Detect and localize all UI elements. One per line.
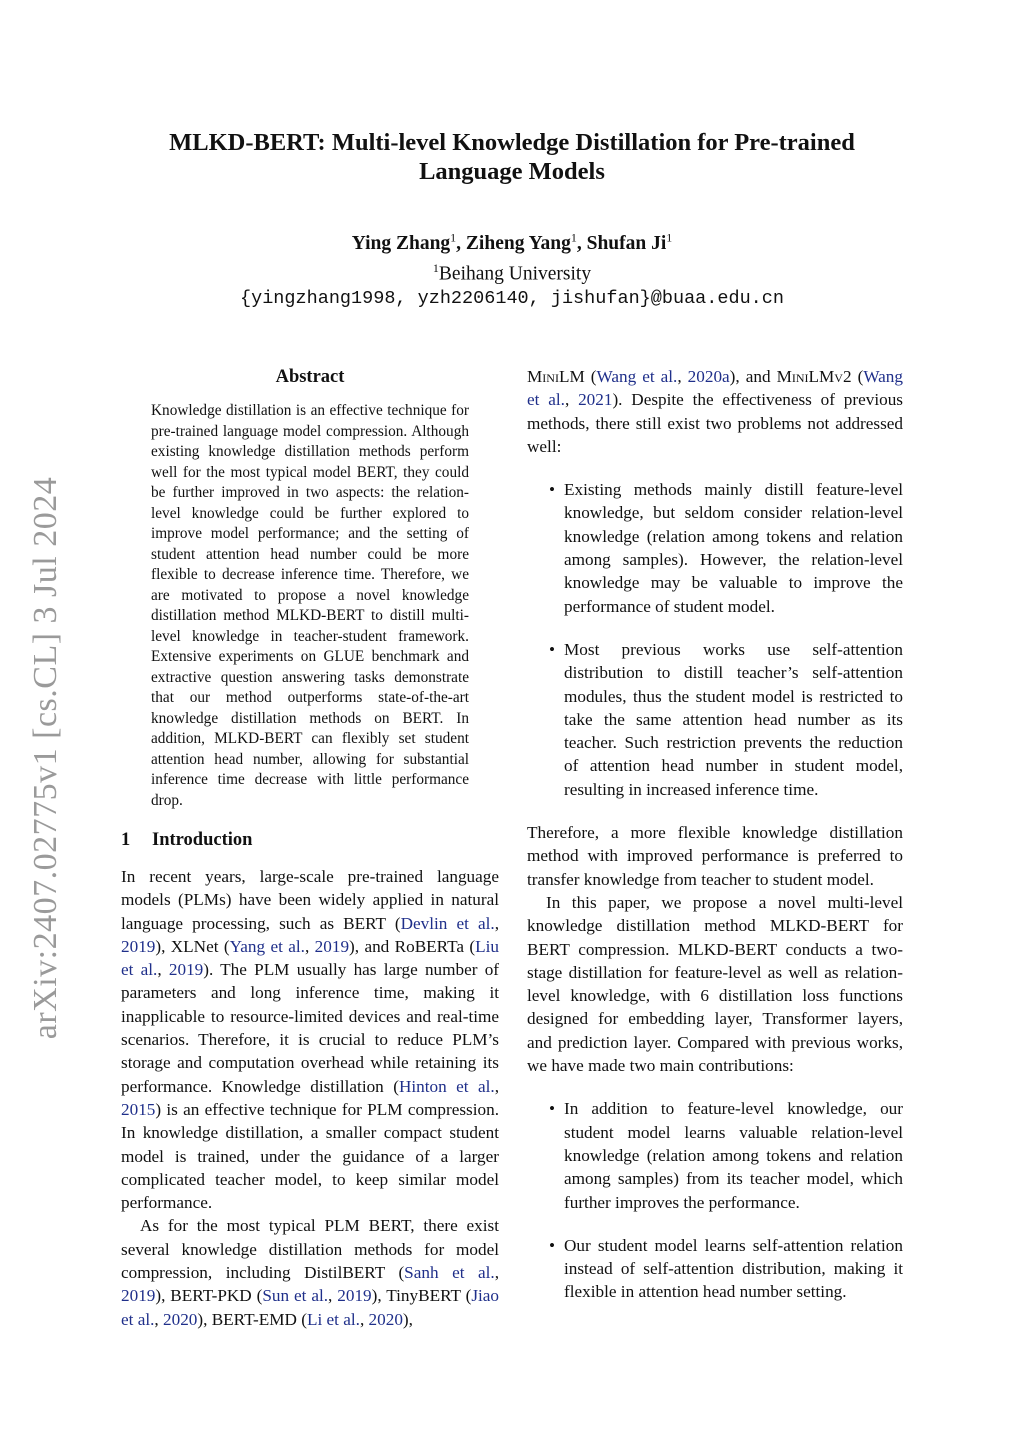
title-line-2: Language Models	[419, 158, 605, 185]
text-run: ),	[402, 1309, 413, 1329]
text-run: ), and RoBERTa (	[349, 936, 476, 956]
method-name: MiniLMv2	[776, 367, 852, 386]
text-run: ). Despite the effectiveness of previous methods, there still exist two problems not addressed well:	[527, 390, 903, 456]
text-run: In recent years, large-scale pre-trained language models (PLMs) have been widely applied in natural language processing, such as BERT (	[121, 867, 499, 933]
citation-link[interactable]: Yang et al.	[229, 936, 305, 956]
citation-link[interactable]: Li et al.	[306, 1309, 360, 1329]
section-title: Introduction	[152, 830, 253, 850]
intro-paragraph-2-continued	[527, 365, 903, 458]
text-run: ,	[359, 1309, 369, 1329]
affiliation-marker: 1	[450, 230, 457, 244]
paper-title	[110, 128, 914, 186]
text-run: ,	[154, 1309, 163, 1329]
affiliation-marker: 1	[432, 260, 439, 275]
text-run: (	[851, 367, 864, 386]
author: Ziheng Yang$^1$,	[465, 230, 587, 254]
author-emails: {yingzhang1998, yzh2206140, jishufan}@buaa.edu.cn	[240, 288, 784, 309]
citation-link[interactable]: Liu et al.	[121, 936, 499, 980]
author-name: Ying Zhang	[351, 232, 451, 254]
text-run: ), TinyBERT (	[371, 1286, 472, 1306]
citation-link[interactable]: 2015	[121, 1099, 156, 1119]
paper-header	[110, 128, 914, 312]
affiliation-marker: 1	[666, 230, 673, 244]
author: Ying Zhang$^1$,	[351, 230, 466, 254]
citation-link[interactable]: Sanh et al.	[404, 1263, 495, 1283]
text-run: ). The PLM usually has large number of parameters and long inference time, making it inapplicable to resource-limited devices and real-time scenarios. Therefore, it is crucial to reduce PLM’s storage and computation overhead while retaining its performance. Knowledge distillation (	[121, 960, 500, 1096]
citation-link[interactable]: 2020	[368, 1309, 403, 1329]
citation-link[interactable]: 2019	[314, 936, 350, 956]
citation-link[interactable]: 2019	[168, 960, 204, 980]
citation-link[interactable]: Hinton et al.	[398, 1076, 495, 1096]
abstract-heading: Abstract	[275, 367, 345, 387]
intro-paragraph-3: Therefore, a more flexible knowledge distillation method with improved performance is preferred to transfer knowledge from teacher to student model.	[527, 823, 903, 889]
citation-link[interactable]: Wang et al.	[596, 367, 678, 386]
text-run: ,	[494, 1263, 499, 1283]
text-run: ,	[494, 1076, 499, 1096]
affiliation-name: Beihang University	[438, 263, 592, 284]
title-line-1: MLKD-BERT: Multi-level Knowledge Distillation for Pre-trained	[169, 129, 855, 156]
text-run: ,	[304, 936, 315, 956]
text-run: ,	[494, 913, 499, 933]
bullet-icon: •	[549, 1099, 556, 1119]
citation-link[interactable]: 2019	[121, 1286, 156, 1306]
bullet-icon: •	[549, 639, 556, 659]
section-number: 1	[121, 830, 131, 850]
citation-link[interactable]: 2019	[337, 1286, 372, 1306]
abstract-text: Knowledge distillation is an effective technique for pre-trained language model compression. Although existing knowledge distillation methods perform well for the most typical model BERT, they could be further improved in two aspects: the relation-level knowledge could be further explored to improve model performance; and the setting of student attention head number could be more flexible to decrease inference time. Therefore, we are motivated to propose a novel knowledge distillation method MLKD-BERT to distill multi-level knowledge in teacher-student framework. Extensive experiments on GLUE benchmark and extractive question answering tasks demonstrate that our method outperforms state-of-the-art knowledge distillation methods on BERT. In addition, MLKD-BERT can flexibly set student attention head number, allowing for substantial inference time decrease with little performance drop.	[151, 402, 469, 809]
citation-link[interactable]: 2020	[163, 1309, 198, 1329]
author-list	[110, 225, 914, 256]
citation-link[interactable]: Wang et al.	[527, 367, 903, 410]
list-item: • Existing methods mainly distill feature-level knowledge, but seldom consider relation-level knowledge (relation among tokens and relation among samples). However, the relation-level knowledge may be valuable to improve the performance of student model.	[549, 480, 903, 616]
list-item: • Our student model learns self-attention relation instead of self-attention distribution, making it flexible in attention head number setting.	[549, 1235, 903, 1302]
contribution-list	[527, 1097, 903, 1303]
bullet-icon: •	[549, 480, 556, 500]
citation-link[interactable]: 2019	[121, 936, 156, 956]
citation-link[interactable]: Sun et al.	[262, 1286, 329, 1306]
author-name: Shufan Ji	[586, 232, 667, 254]
text-run: ,	[564, 390, 579, 410]
text-run: ,	[157, 960, 169, 980]
left-column	[121, 365, 499, 1331]
citation-link[interactable]: Devlin et al.	[400, 913, 495, 933]
intro-paragraph-4: In this paper, we propose a novel multi-level knowledge distillation method MLKD-BERT for BERT compression. MLKD-BERT conducts a two-stage distillation for feature-level as well as relation-level knowledge, with 6 distillation loss functions designed for embedding layer, Transformer layers, and prediction layer. Compared with previous works, we have made two main contributions:	[527, 892, 903, 1076]
text-run: ), BERT-EMD (	[197, 1309, 307, 1329]
arxiv-identifier	[25, 475, 67, 1040]
affiliation-marker: 1	[570, 230, 577, 244]
text-run: ), BERT-PKD (	[155, 1286, 263, 1306]
text-run: (	[584, 367, 597, 386]
method-name: MiniLM	[527, 367, 585, 386]
list-item: • Most previous works use self-attention distribution to distill teacher’s self-attention modules, thus the student model is restricted to take the same attention head number as its teacher. Such restriction prevents the reduction of attention head number in student model, resulting in increased inference time.	[549, 639, 903, 799]
intro-paragraph-1	[121, 865, 499, 1214]
text-run: ,	[677, 367, 688, 386]
affiliation	[110, 256, 914, 287]
text-run: As for the most typical PLM BERT, there exist several knowledge distillation methods for model compression, including DistilBERT (	[121, 1216, 499, 1283]
text-run: ), and	[729, 367, 777, 386]
text-run: ) is an effective technique for PLM compression. In knowledge distillation, a smaller compact student model is trained, under the guidance of a larger complicated teacher model, to keep similar model performance.	[121, 1099, 499, 1213]
list-item: • In addition to feature-level knowledge, our student model learns valuable relation-level knowledge (relation among tokens and relation among samples) from its teacher model, which further improves the performance.	[549, 1099, 903, 1212]
text-run: ), XLNet (	[155, 936, 230, 956]
text-run: ,	[328, 1286, 338, 1306]
bullet-icon: •	[549, 1235, 556, 1255]
author	[586, 230, 673, 254]
citation-link[interactable]: 2020a	[687, 367, 730, 386]
author-name: Ziheng Yang	[465, 232, 571, 254]
right-column	[527, 365, 903, 1304]
citation-link[interactable]: Jiao et al.	[121, 1286, 500, 1329]
arxiv-identifier-text: arXiv:2407.02775v1 [cs.CL] 3 Jul 2024	[27, 476, 65, 1039]
citation-link[interactable]: 2021	[578, 390, 613, 410]
intro-paragraph-2	[121, 1214, 499, 1330]
section-heading-introduction	[121, 828, 499, 852]
problem-list	[527, 478, 903, 801]
